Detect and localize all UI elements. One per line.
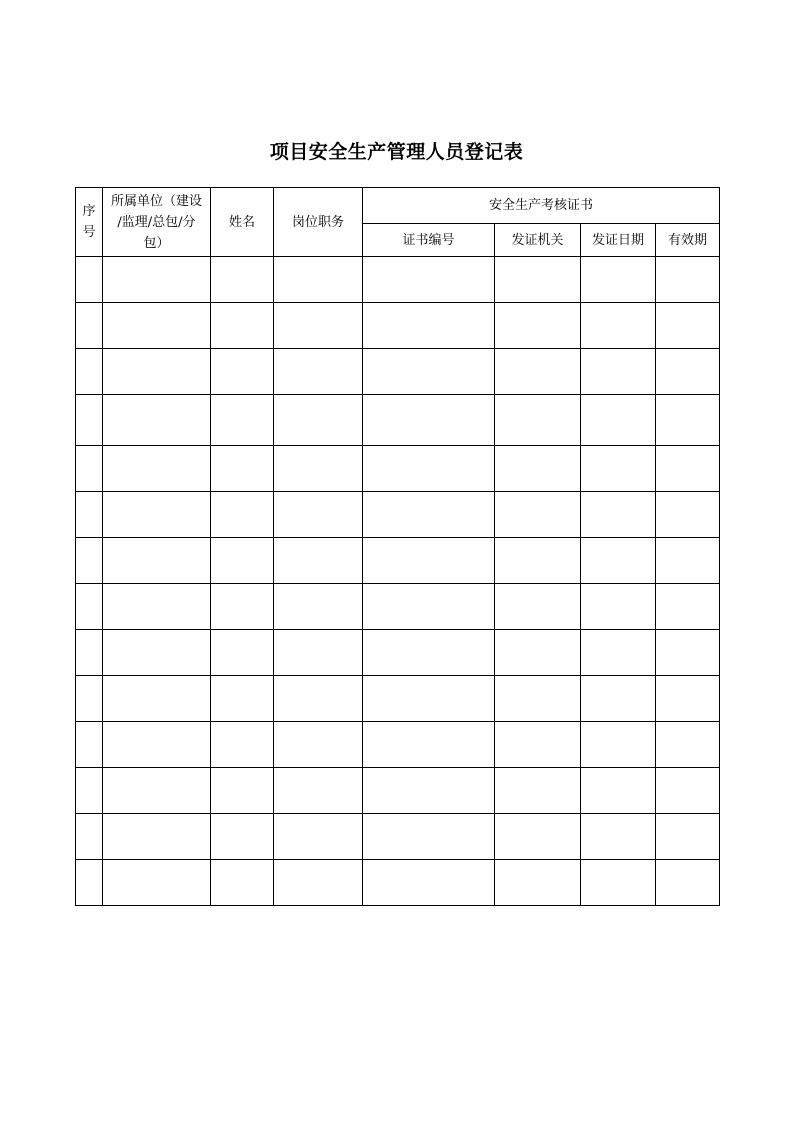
header-cert-group: 安全生产考核证书	[363, 188, 720, 224]
cell-seq	[76, 722, 103, 768]
cell-issuer	[495, 492, 581, 538]
cell-validity	[656, 584, 720, 630]
header-unit-line3: 包）	[143, 235, 170, 251]
cell-position	[274, 722, 363, 768]
cell-name	[211, 349, 274, 395]
cell-name	[211, 538, 274, 584]
cell-cert-no	[363, 768, 495, 814]
cell-validity	[656, 303, 720, 349]
cell-seq	[76, 446, 103, 492]
cell-cert-no	[363, 303, 495, 349]
cell-issuer	[495, 303, 581, 349]
cell-cert-no	[363, 584, 495, 630]
cell-unit	[103, 768, 211, 814]
cell-validity	[656, 349, 720, 395]
header-cert-no: 证书编号	[363, 224, 495, 257]
cell-validity	[656, 722, 720, 768]
cell-issue-date	[581, 860, 656, 906]
cell-issuer	[495, 538, 581, 584]
table-body	[76, 257, 720, 906]
header-issue-date: 发证日期	[581, 224, 656, 257]
table-row	[76, 676, 720, 722]
cell-unit	[103, 257, 211, 303]
cell-name	[211, 446, 274, 492]
cell-seq	[76, 538, 103, 584]
cell-cert-no	[363, 446, 495, 492]
cell-validity	[656, 768, 720, 814]
cell-unit	[103, 395, 211, 446]
cell-seq	[76, 860, 103, 906]
cell-issue-date	[581, 814, 656, 860]
cell-unit	[103, 538, 211, 584]
cell-validity	[656, 395, 720, 446]
header-seq	[76, 188, 103, 257]
cell-issue-date	[581, 584, 656, 630]
cell-cert-no	[363, 538, 495, 584]
cell-unit	[103, 584, 211, 630]
cell-position	[274, 676, 363, 722]
cell-name	[211, 492, 274, 538]
cell-unit	[103, 630, 211, 676]
cell-cert-no	[363, 860, 495, 906]
cell-position	[274, 630, 363, 676]
cell-seq	[76, 814, 103, 860]
cell-unit	[103, 814, 211, 860]
cell-validity	[656, 860, 720, 906]
cell-issuer	[495, 814, 581, 860]
cell-cert-no	[363, 630, 495, 676]
cell-unit	[103, 303, 211, 349]
cell-issue-date	[581, 630, 656, 676]
cell-position	[274, 349, 363, 395]
header-unit-line2: /监理/总包/分	[117, 214, 196, 230]
cell-cert-no	[363, 395, 495, 446]
cell-seq	[76, 303, 103, 349]
cell-validity	[656, 814, 720, 860]
cell-issue-date	[581, 257, 656, 303]
cell-seq	[76, 584, 103, 630]
cell-cert-no	[363, 349, 495, 395]
cell-seq	[76, 257, 103, 303]
cell-name	[211, 257, 274, 303]
cell-validity	[656, 257, 720, 303]
table-row	[76, 768, 720, 814]
cell-unit	[103, 349, 211, 395]
header-name: 姓名	[211, 188, 274, 257]
cell-unit	[103, 492, 211, 538]
cell-unit	[103, 860, 211, 906]
table-row	[76, 814, 720, 860]
cell-cert-no	[363, 257, 495, 303]
cell-name	[211, 630, 274, 676]
cell-issue-date	[581, 492, 656, 538]
cell-seq	[76, 630, 103, 676]
cell-issuer	[495, 395, 581, 446]
cell-position	[274, 257, 363, 303]
table-row	[76, 303, 720, 349]
page-title: 项目安全生产管理人员登记表	[269, 141, 524, 163]
header-unit-line1: 所属单位（建设	[110, 193, 202, 209]
cell-seq	[76, 768, 103, 814]
registration-table	[75, 187, 720, 906]
cell-position	[274, 584, 363, 630]
cell-issue-date	[581, 303, 656, 349]
cell-issue-date	[581, 446, 656, 492]
table-row	[76, 492, 720, 538]
cell-validity	[656, 446, 720, 492]
cell-issue-date	[581, 349, 656, 395]
cell-validity	[656, 538, 720, 584]
cell-issuer	[495, 722, 581, 768]
cell-issue-date	[581, 676, 656, 722]
cell-issue-date	[581, 395, 656, 446]
cell-validity	[656, 676, 720, 722]
cell-position	[274, 492, 363, 538]
cell-issuer	[495, 349, 581, 395]
cell-issuer	[495, 257, 581, 303]
cell-issuer	[495, 446, 581, 492]
cell-issue-date	[581, 768, 656, 814]
cell-seq	[76, 395, 103, 446]
table-row	[76, 446, 720, 492]
cell-name	[211, 768, 274, 814]
table-row	[76, 257, 720, 303]
cell-name	[211, 676, 274, 722]
cell-position	[274, 446, 363, 492]
cell-position	[274, 303, 363, 349]
cell-issuer	[495, 630, 581, 676]
header-seq-top: 序	[82, 204, 96, 219]
header-position: 岗位职务	[274, 188, 363, 257]
cell-issuer	[495, 860, 581, 906]
cell-position	[274, 395, 363, 446]
cell-cert-no	[363, 722, 495, 768]
table-row	[76, 395, 720, 446]
cell-name	[211, 303, 274, 349]
cell-validity	[656, 630, 720, 676]
cell-seq	[76, 492, 103, 538]
cell-cert-no	[363, 814, 495, 860]
table-header	[76, 188, 720, 257]
cell-issuer	[495, 584, 581, 630]
cell-unit	[103, 676, 211, 722]
header-validity: 有效期	[656, 224, 720, 257]
cell-cert-no	[363, 492, 495, 538]
cell-name	[211, 584, 274, 630]
table-row	[76, 584, 720, 630]
cell-position	[274, 814, 363, 860]
cell-position	[274, 768, 363, 814]
cell-issue-date	[581, 538, 656, 584]
cell-unit	[103, 446, 211, 492]
cell-seq	[76, 349, 103, 395]
table-row	[76, 349, 720, 395]
header-seq-bottom: 号	[82, 225, 96, 240]
cell-position	[274, 538, 363, 584]
cell-name	[211, 814, 274, 860]
table-row	[76, 722, 720, 768]
cell-validity	[656, 492, 720, 538]
header-issuer: 发证机关	[495, 224, 581, 257]
table-row	[76, 630, 720, 676]
cell-seq	[76, 676, 103, 722]
cell-issuer	[495, 676, 581, 722]
cell-issue-date	[581, 722, 656, 768]
cell-name	[211, 395, 274, 446]
cell-position	[274, 860, 363, 906]
header-unit	[103, 188, 211, 257]
cell-name	[211, 722, 274, 768]
cell-cert-no	[363, 676, 495, 722]
table-row	[76, 860, 720, 906]
table-row	[76, 538, 720, 584]
cell-name	[211, 860, 274, 906]
cell-issuer	[495, 768, 581, 814]
cell-unit	[103, 722, 211, 768]
